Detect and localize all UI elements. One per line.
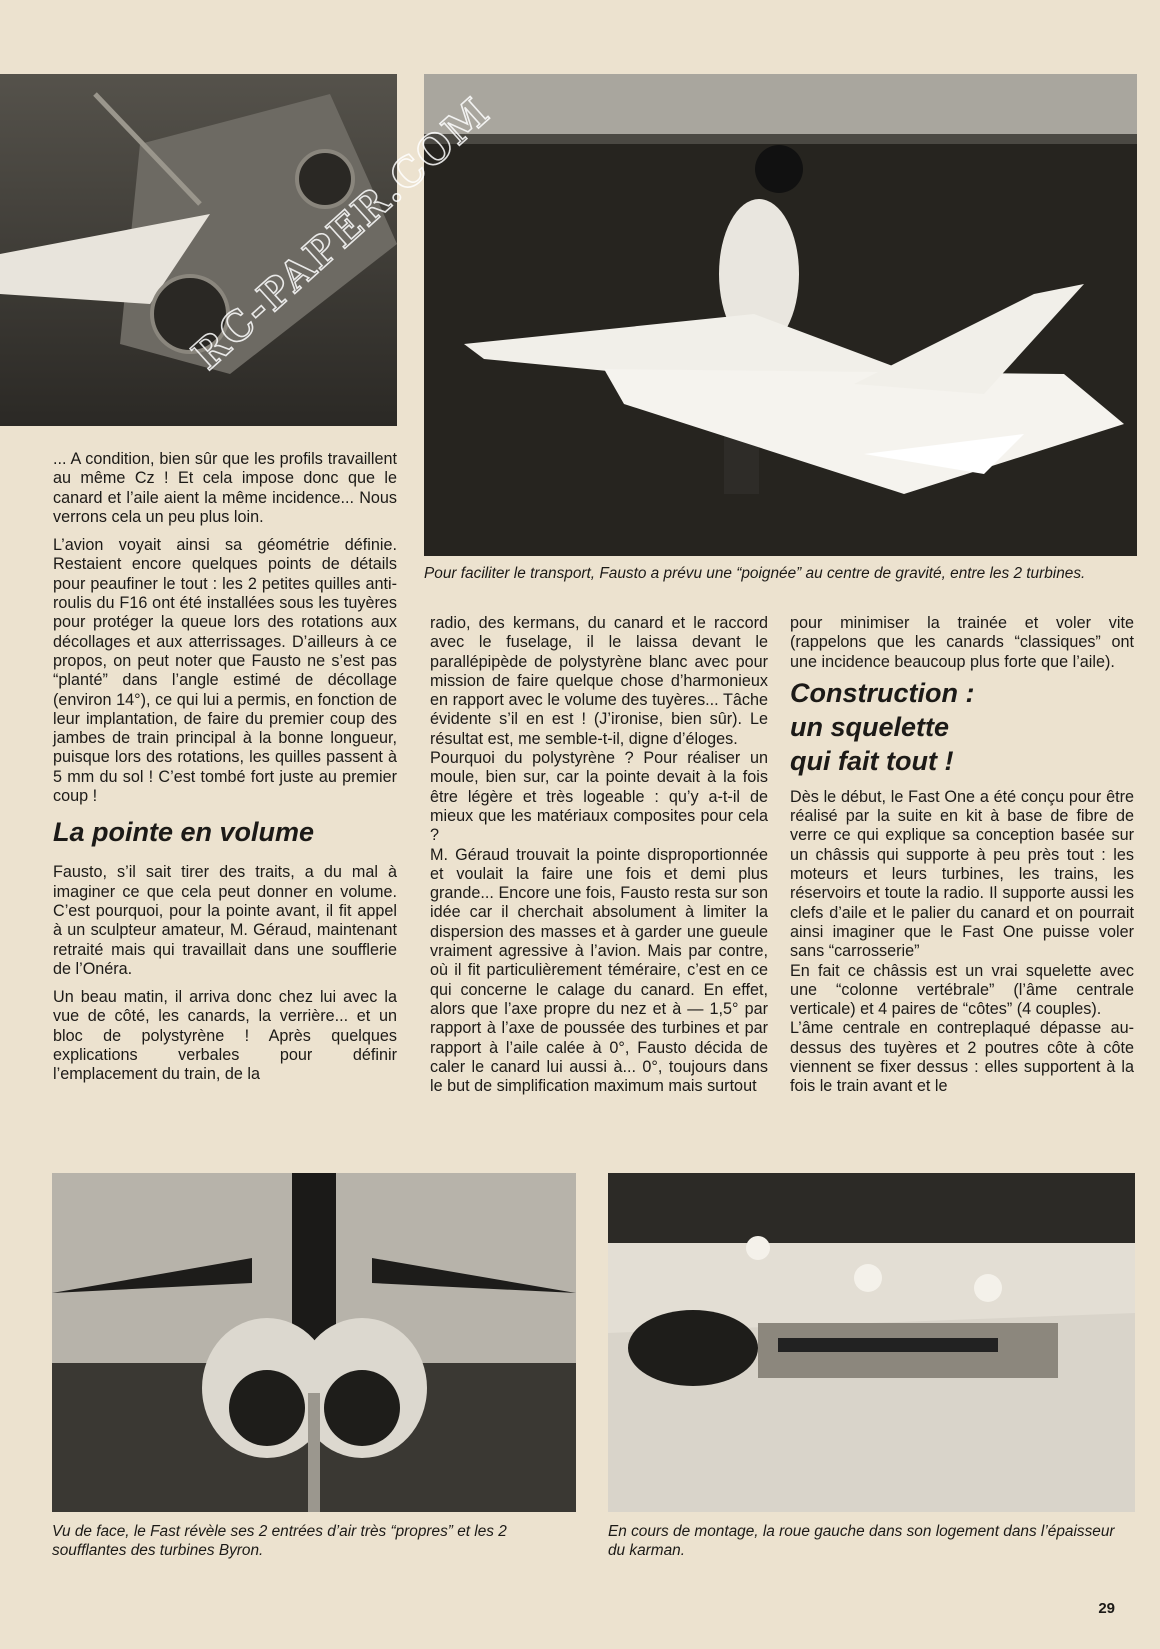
col1-paragraph-4: Un beau matin, il arriva donc chez lui avec la vue de côté, les canards, la verrière... et un bloc de polystyrène ! Après quelques explications verbales pour définir l’emplacement du train, de la	[53, 988, 397, 1084]
heading-construction	[790, 676, 1134, 778]
caption-assembly: En cours de montage, la roue gauche dans son logement dans l’épaisseur du karman.	[608, 1523, 1115, 1559]
fast-one-jet-with-pilot-photo	[424, 74, 1137, 556]
heading-construction-line-3: qui fait tout !	[790, 745, 954, 776]
col2-paragraph-2: Pourquoi du polystyrène ? Pour réaliser un moule, bien sur, car la pointe devait à la fois être légère et très logeable : qu’y a-t-il de mieux que les matériaux composites pour cela ?	[430, 749, 768, 845]
col3-paragraph-4: L’âme centrale en contreplaqué dépasse au-dessus des tuyères et 2 poutres côte à côte viennent se fixer dessus : elles supportent à la fois le train avant et le	[790, 1019, 1134, 1096]
column-1	[53, 450, 397, 1085]
col3-paragraph-1: pour minimiser la trainée et voler vite (rappelons que les canards “classiques” ont une incidence beaucoup plus forte que l’aile).	[790, 614, 1134, 671]
heading-pointe-volume: La pointe en volume	[53, 817, 315, 848]
front-view-air-intakes-photo	[52, 1173, 576, 1512]
caption-front-view: Vu de face, le Fast révèle ses 2 entrées d’air très “propres” et les 2 soufflantes des turbines Byron.	[52, 1523, 507, 1559]
karman-assembly-wheel-photo	[608, 1173, 1135, 1512]
col1-paragraph-2: L’avion voyait ainsi sa géométrie définie. Restaient encore quelques points de détails pour peaufiner le tout : les 2 petites quilles anti-roulis du F16 ont été installées sous les tuyères pour protéger la queue lors des rotations aux décollages et aux atterrissages. D’ailleurs à ce propos, on peut noter que Fausto ne s’est pas “planté” dans l’angle estimé de décollage (environ 14°), ce qui lui a permis, en fonction de leur implantation, de faire du premier coup des jambes de train principal à la bonne longueur, puisque lors des rotations, les quilles passent à 5 mm du sol ! C’est tombé fort juste au premier coup !	[53, 536, 397, 806]
heading-construction-line-1: Construction :	[790, 677, 975, 708]
col2-paragraph-3: M. Géraud trouvait la pointe disproportionnée et voulait la faire une fois et demi plus grande... Encore une fois, Fausto resta sur son idée car il cherchait absolument à limiter la dispersion des masses et à garder une gueule vraiment agressive à l’avion. Mais par contre, où il fit particulièrement téméraire, c’est en ce qui concerne le calage du canard. En effet, alors que l’axe propre du nez et à — 1,5° par rapport à l’axe de poussée des turbines et par rapport à l’aile calée à 0°, Fausto décida de caler le canard lui aussi à... 0°, toujours dans le but de simplification maximum mais surtout	[430, 845, 768, 1096]
heading-construction-line-2: un squelette	[790, 711, 950, 742]
page-number: 29	[1098, 1600, 1115, 1617]
caption-transport-handle: Pour faciliter le transport, Fausto a prévu une “poignée” au centre de gravité, entre les 2 turbines.	[424, 565, 1086, 582]
col1-paragraph-3: Fausto, s’il sait tirer des traits, a du mal à imaginer ce que cela peut donner en volume. C’est pourquoi, pour la pointe avant, il fit appel à un sculpteur amateur, M. Géraud, maintenant retraité mais qui travaillait dans une soufflerie de l’Onéra.	[53, 863, 397, 978]
col1-paragraph-1: ... A condition, bien sûr que les profils travaillent au même Cz ! Et cela impose donc que le canard et l’aile aient la même incidence... Nous verrons cela un peu plus loin.	[53, 450, 397, 526]
col3-paragraph-3: En fait ce châssis est un vrai squelette avec une “colonne vertébrale” (l’âme centrale verticale) et 4 paires de “côtes” (4 couples).	[790, 961, 1134, 1019]
remote-control-photo	[0, 74, 397, 426]
column-2	[430, 614, 768, 1096]
col2-paragraph-1: radio, des kermans, du canard et le raccord avec le fuselage, il le laissa devant le parallépipède de polystyrène blanc avec pour mission de faire quelque chose d’harmonieux en rapport avec le volume des tuyères... Tâche évidente s’il en est ! (J’ironise, bien sûr). Le résultat est, me semble-t-il, digne d’éloges.	[430, 614, 768, 748]
col3-paragraph-2: Dès le début, le Fast One a été conçu pour être réalisé par la suite en kit à base de fibre de verre ce qui explique sa conception basée sur un châssis qui supporte à peu près tout : les moteurs et leurs turbines, les trains, les réservoirs et toute la radio. Il supporte aussi les clefs d’aile et le palier du canard et on pourrait ainsi imaginer que le Fast One puisse voler sans “carrosserie”	[790, 787, 1134, 961]
column-3	[790, 614, 1134, 1097]
